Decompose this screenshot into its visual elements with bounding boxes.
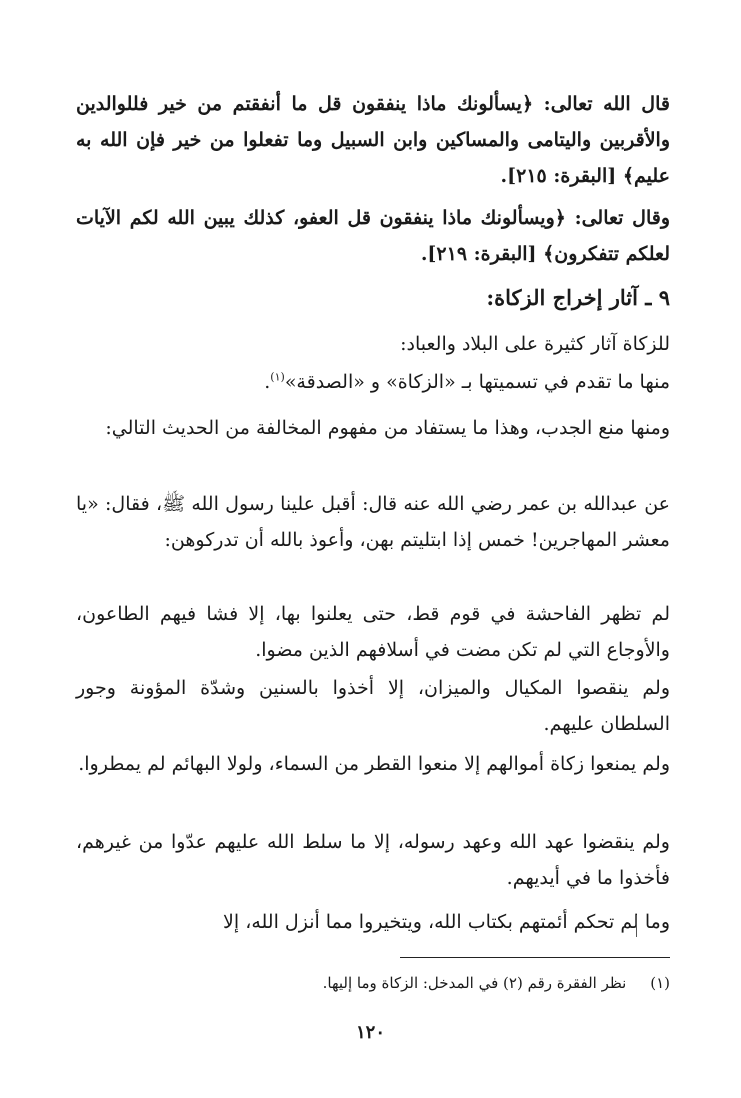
paragraph-text: منها ما تقدم في تسميتها بـ «الزكاة» و «الصدقة» [284, 371, 670, 393]
paragraph-naming [76, 364, 670, 400]
paragraph-hadith-5 [76, 904, 670, 940]
footnote-text: نظر الفقرة رقم (٢) في المدخل: الزكاة وما إليها. [322, 974, 627, 992]
paragraph-hadith-4 [76, 824, 670, 896]
paragraph-hadith-intro [76, 486, 670, 558]
paragraph-text: وما لم تحكم أئمتهم بكتاب الله، ويتخيروا مما أنزل الله، إلا [223, 911, 670, 933]
paragraph-hadith-1 [76, 596, 670, 668]
paragraph-text: ولم ينقصوا المكيال والميزان، إلا أخذوا بالسنين وشدّة المؤونة وجور السلطان عليهم. [76, 677, 670, 735]
paragraph-text: ولم ينقضوا عهد الله وعهد رسوله، إلا ما سلط الله عليهم عدّوا من غيرهم، فأخذوا ما في أيديهم. [76, 831, 670, 889]
paragraph-quran-215 [76, 86, 670, 194]
footnote [76, 970, 670, 996]
page-number: ١٢٠ [355, 1022, 385, 1043]
paragraph-quran-219 [76, 200, 670, 272]
paragraph-text: قال الله تعالى: ﴿يسألونك ماذا ينفقون قل ما أنفقتم من خير فللوالدين والأقربين واليتامى والمساكين وابن السبيل وما تفعلوا من خير فإن الله به عليم﴾ [البقرة: ٢١٥]. [76, 93, 670, 187]
paragraph-text: ولم يمنعوا زكاة أموالهم إلا منعوا القطر من السماء، ولولا البهائم لم يمطروا. [78, 753, 670, 775]
paragraph-intro [76, 326, 670, 362]
paragraph-text: عن عبدالله بن عمر رضي الله عنه قال: أقبل علينا رسول الله ﷺ، فقال: «يا معشر المهاجرين! خمس إذا ابتليتم بهن، وأعوذ بالله أن تدركوهن: [76, 493, 670, 551]
footnote-separator [400, 957, 670, 958]
section-heading: ٩ ـ آثار إخراج الزكاة: [486, 285, 670, 310]
paragraph-text: للزكاة آثار كثيرة على البلاد والعباد: [400, 333, 670, 355]
paragraph-drought [76, 410, 670, 446]
margin-mark [636, 915, 637, 937]
footnote-number: (١) [650, 974, 670, 992]
paragraph-hadith-3 [76, 746, 670, 782]
paragraph-text: ومنها منع الجدب، وهذا ما يستفاد من مفهوم المخالفة من الحديث التالي: [105, 417, 670, 439]
footnote-reference: (١) [270, 370, 285, 384]
paragraph-text: لم تظهر الفاحشة في قوم قط، حتى يعلنوا بها، إلا فشا فيهم الطاعون، والأوجاع التي لم تكن مضت في أسلافهم الذين مضوا. [76, 603, 670, 661]
paragraph-text: وقال تعالى: ﴿ويسألونك ماذا ينفقون قل العفو، كذلك يبين الله لكم الآيات لعلكم تتفكرون﴾ [البقرة: ٢١٩]. [76, 207, 670, 265]
paragraph-end: . [264, 371, 271, 393]
paragraph-hadith-2 [76, 670, 670, 742]
